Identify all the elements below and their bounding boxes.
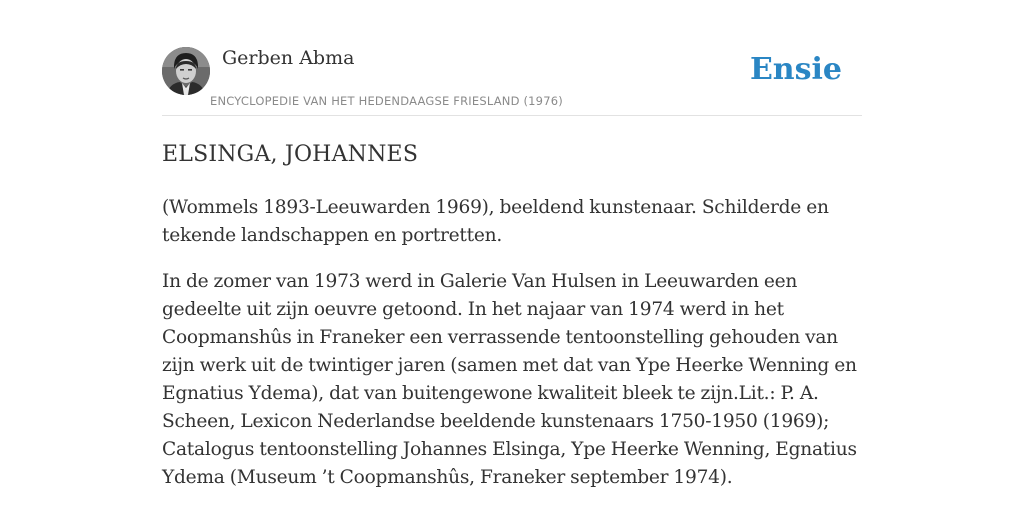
article-header <box>162 46 862 116</box>
ensie-logo[interactable]: Ensie <box>749 52 842 87</box>
author-name[interactable]: Gerben Abma <box>222 47 355 69</box>
source-title[interactable]: ENCYCLOPEDIE VAN HET HEDENDAAGSE FRIESLAND (1976) <box>210 94 563 108</box>
article-paragraph-1: (Wommels 1893-Leeuwarden 1969), beeldend kunstenaar. Schilderde en tekende landschappen en portretten. <box>162 197 829 246</box>
header-divider <box>162 115 862 116</box>
article-paragraph-2: In de zomer van 1973 werd in Galerie Van Hulsen in Leeuwarden een gedeelte uit zijn oeuvre getoond. In het najaar van 1974 werd in het Coopmanshûs in Franeker een verrassende tentoonstelling gehouden van zijn werk uit de twintiger jaren (samen met dat van Ype Heerke Wenning en Egnatius Ydema), dat van buitengewone kwaliteit bleek te zijn.Lit.: P. A. Scheen, Lexicon Nederlandse beeldende kunstenaars 1750-1950 (1969); Catalogus tentoonstelling Johannes Elsinga, Ype Heerke Wenning, Egnatius Ydema (Museum ’t Coopmanshûs, Franeker september 1974). <box>162 271 857 488</box>
author-avatar[interactable] <box>162 47 210 95</box>
article-title: ELSINGA, JOHANNES <box>162 142 419 167</box>
article-content <box>162 140 864 510</box>
author-portrait-icon <box>162 47 210 95</box>
